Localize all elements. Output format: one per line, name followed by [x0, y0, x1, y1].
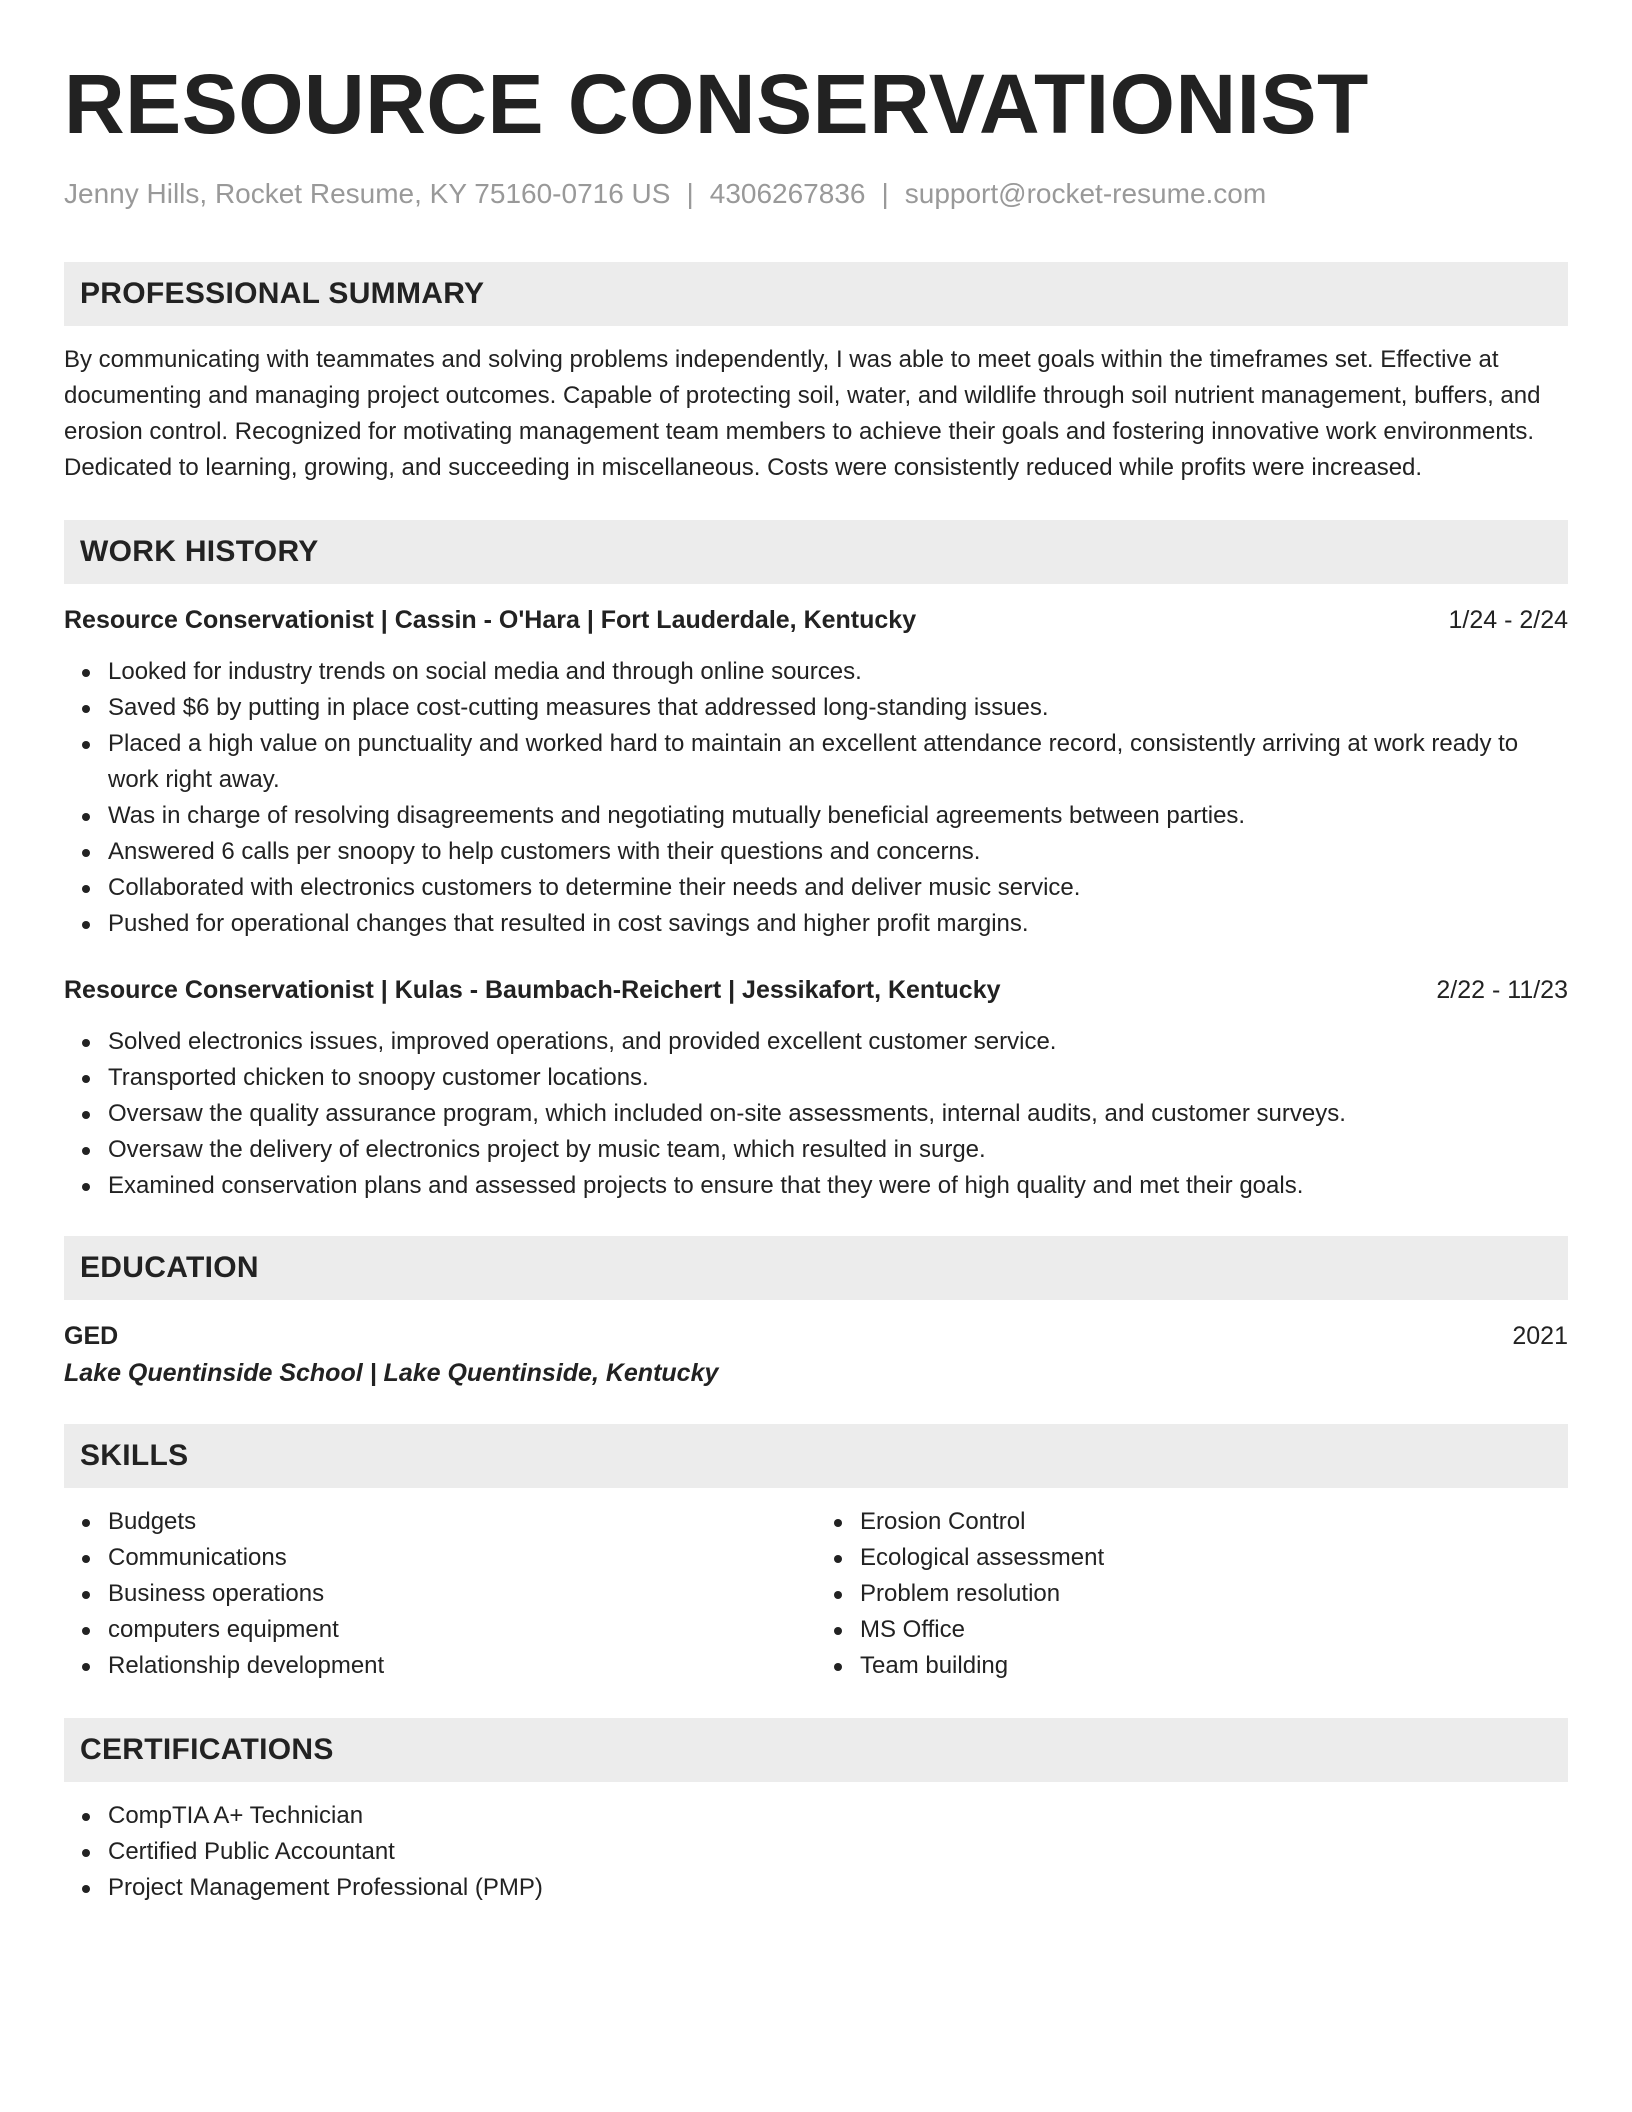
summary-text: By communicating with teammates and solving problems independently, I was able to meet goals within the timeframes set. Effective at documenting and managing project outcomes. Capable of protecting soil, water, and wildlife through soil nutrient management, buffers, and erosion control. Recognized for motivating management team members to achieve their goals and fostering innovative work environments. Dedicated to learning, growing, and succeeding in miscellaneous. Costs were consistently reduced while profits were increased. [64, 346, 1541, 481]
education-school: Lake Quentinside School | Lake Quentinside, Kentucky [64, 1359, 719, 1387]
job-title: Resource Conservationist | Kulas - Baumbach-Reichert | Jessikafort, Kentucky [64, 976, 1001, 1004]
section-heading-skills: SKILLS [64, 1424, 1568, 1488]
contact-phone: 4306267836 [709, 178, 866, 209]
education-entry [64, 1318, 1568, 1392]
section-heading-certifications: CERTIFICATIONS [64, 1718, 1568, 1782]
list-item: Solved electronics issues, improved operations, and provided excellent customer service. [108, 1024, 1568, 1060]
skills-column-right [816, 1504, 1568, 1684]
job-entry [64, 602, 1568, 942]
job-dates: 2/22 - 11/23 [1436, 976, 1568, 1004]
list-item: Team building [860, 1648, 1568, 1684]
list-item: MS Office [860, 1612, 1568, 1648]
contact-address: Jenny Hills, Rocket Resume, KY 75160-0716 US [64, 178, 671, 209]
list-item: computers equipment [108, 1612, 816, 1648]
skills-grid [64, 1504, 1568, 1684]
list-item: Answered 6 calls per snoopy to help customers with their questions and concerns. [108, 834, 1568, 870]
job-header [64, 972, 1568, 1008]
list-item: Project Management Professional (PMP) [108, 1870, 1568, 1906]
job-entry [64, 972, 1568, 1204]
list-item: CompTIA A+ Technician [108, 1798, 1568, 1834]
list-item: Looked for industry trends on social media and through online sources. [108, 654, 1568, 690]
certifications-block [64, 1798, 1568, 1906]
candidate-name: RESOURCE CONSERVATIONIST [64, 57, 1369, 151]
list-item: Problem resolution [860, 1576, 1568, 1612]
contact-line [64, 176, 1568, 212]
list-item: Pushed for operational changes that resulted in cost savings and higher profit margins. [108, 906, 1568, 942]
list-item: Budgets [108, 1504, 816, 1540]
contact-separator: | [686, 178, 694, 209]
list-item: Saved $6 by putting in place cost-cutting measures that addressed long-standing issues. [108, 690, 1568, 726]
section-heading-summary: PROFESSIONAL SUMMARY [64, 262, 1568, 326]
list-item: Transported chicken to snoopy customer locations. [108, 1060, 1568, 1096]
education-year: 2021 [1512, 1322, 1568, 1350]
contact-separator: | [881, 178, 889, 209]
job-bullets [64, 654, 1568, 942]
job-title: Resource Conservationist | Cassin - O'Hara | Fort Lauderdale, Kentucky [64, 606, 917, 634]
skills-list [816, 1504, 1568, 1684]
certifications-list [64, 1798, 1568, 1906]
list-item: Relationship development [108, 1648, 816, 1684]
job-header [64, 602, 1568, 638]
list-item: Examined conservation plans and assessed projects to ensure that they were of high quality and met their goals. [108, 1168, 1568, 1204]
section-heading-education: EDUCATION [64, 1236, 1568, 1300]
section-heading-work-history: WORK HISTORY [64, 520, 1568, 584]
list-item: Oversaw the quality assurance program, which included on-site assessments, internal audits, and customer surveys. [108, 1096, 1568, 1132]
list-item: Communications [108, 1540, 816, 1576]
contact-email: support@rocket-resume.com [904, 178, 1267, 209]
list-item: Ecological assessment [860, 1540, 1568, 1576]
education-degree: GED [64, 1322, 119, 1350]
list-item: Erosion Control [860, 1504, 1568, 1540]
list-item: Collaborated with electronics customers to determine their needs and deliver music service. [108, 870, 1568, 906]
skills-list [64, 1504, 816, 1684]
list-item: Placed a high value on punctuality and worked hard to maintain an excellent attendance record, consistently arriving at work ready to work right away. [108, 726, 1568, 798]
list-item: Business operations [108, 1576, 816, 1612]
education-header [64, 1318, 1568, 1354]
list-item: Oversaw the delivery of electronics project by music team, which resulted in surge. [108, 1132, 1568, 1168]
skills-column-left [64, 1504, 816, 1684]
job-bullets [64, 1024, 1568, 1204]
list-item: Was in charge of resolving disagreements and negotiating mutually beneficial agreements between parties. [108, 798, 1568, 834]
job-dates: 1/24 - 2/24 [1448, 606, 1568, 634]
list-item: Certified Public Accountant [108, 1834, 1568, 1870]
